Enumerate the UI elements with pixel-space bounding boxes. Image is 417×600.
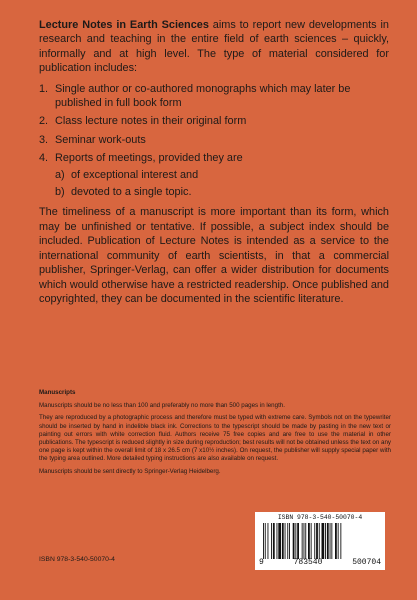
list-item xyxy=(39,82,389,111)
manuscripts-section xyxy=(39,389,391,480)
material-type-list xyxy=(39,82,389,200)
barcode-digits-right: 500704 xyxy=(352,558,381,567)
intro-paragraph xyxy=(39,18,389,76)
barcode-digit-first: 9 xyxy=(259,558,264,567)
list-item-number: 2. xyxy=(39,115,49,128)
list-item-number: 4. xyxy=(39,152,49,165)
series-description xyxy=(39,18,389,306)
list-item xyxy=(39,133,389,147)
intro-lead-text: aims to report new developments in research and teaching in the entire field of earth sciences – quickly, informally and at high level. The type of material considered for publication includes: xyxy=(39,19,389,75)
list-item-text: Class lecture notes in their original form xyxy=(55,115,247,128)
barcode-digits-left: 783540 xyxy=(293,558,323,567)
barcode xyxy=(255,512,385,570)
list-item-number: 3. xyxy=(39,133,49,146)
list-item xyxy=(39,151,389,199)
closing-paragraph: The timeliness of a manuscript is more important than its form, which may be unfinished or tentative. If possible, a subject index should be included. Publication of Lecture Notes is intended as a service to the international community of earth scientists, in that a commercial publisher, Springer-Verlag, can offer a wider distribution for documents which would otherwise have a restricted readership. Once published and copyrighted, they can be documented in the scientific literature. xyxy=(39,206,389,305)
sub-list-item-text: of exceptional interest and xyxy=(71,168,199,181)
manuscripts-paragraph: Manuscripts should be sent directly to Springer-Verlag Heidelberg. xyxy=(39,467,221,475)
list-item-text: Seminar work-outs xyxy=(55,133,146,146)
barcode-isbn-label: ISBN 978-3-540-50070-4 xyxy=(277,514,363,521)
barcode-number xyxy=(259,559,381,567)
list-item-number: 1. xyxy=(39,82,49,95)
manuscripts-paragraph: They are reproduced by a photographic process and therefore must be typed with extreme care. Symbols not on the typewriter should be inserted by hand in indelible black ink. Corrections to the typescript should be made by pasting in the new text or painting out errors with white correction fluid. Authors receive 75 free copies and are free to use the material in other publications. The typescript is reduced slightly in size during reproduction; best results will not be obtained unless the text on any one page is kept within the overall limit of 18 x 26.5 cm (7 x10½ inches). On request, the publisher will supply special paper with the typing area outlined. More detailed typing instructions are also available on request. xyxy=(39,414,391,463)
manuscripts-paragraph: Manuscripts should be no less than 100 and preferably no more than 500 pages in length. xyxy=(39,402,285,410)
list-item xyxy=(39,114,389,128)
sub-list-item xyxy=(55,168,389,182)
list-item-text: Single author or co-authored monographs which may later be published in full book form xyxy=(55,82,351,110)
meeting-conditions-list xyxy=(55,168,389,200)
footer-isbn: ISBN 978-3-540-50070-4 xyxy=(39,556,115,563)
sub-list-item-letter: b) xyxy=(55,186,65,199)
sub-list-item-text: devoted to a single topic. xyxy=(71,186,192,199)
series-name: Lecture Notes in Earth Sciences xyxy=(39,19,209,31)
barcode-bars xyxy=(259,522,381,560)
sub-list-item-letter: a) xyxy=(55,168,65,181)
list-item-text: Reports of meetings, provided they are xyxy=(55,152,243,165)
sub-list-item xyxy=(55,185,389,199)
manuscripts-heading: Manuscripts xyxy=(39,389,76,396)
